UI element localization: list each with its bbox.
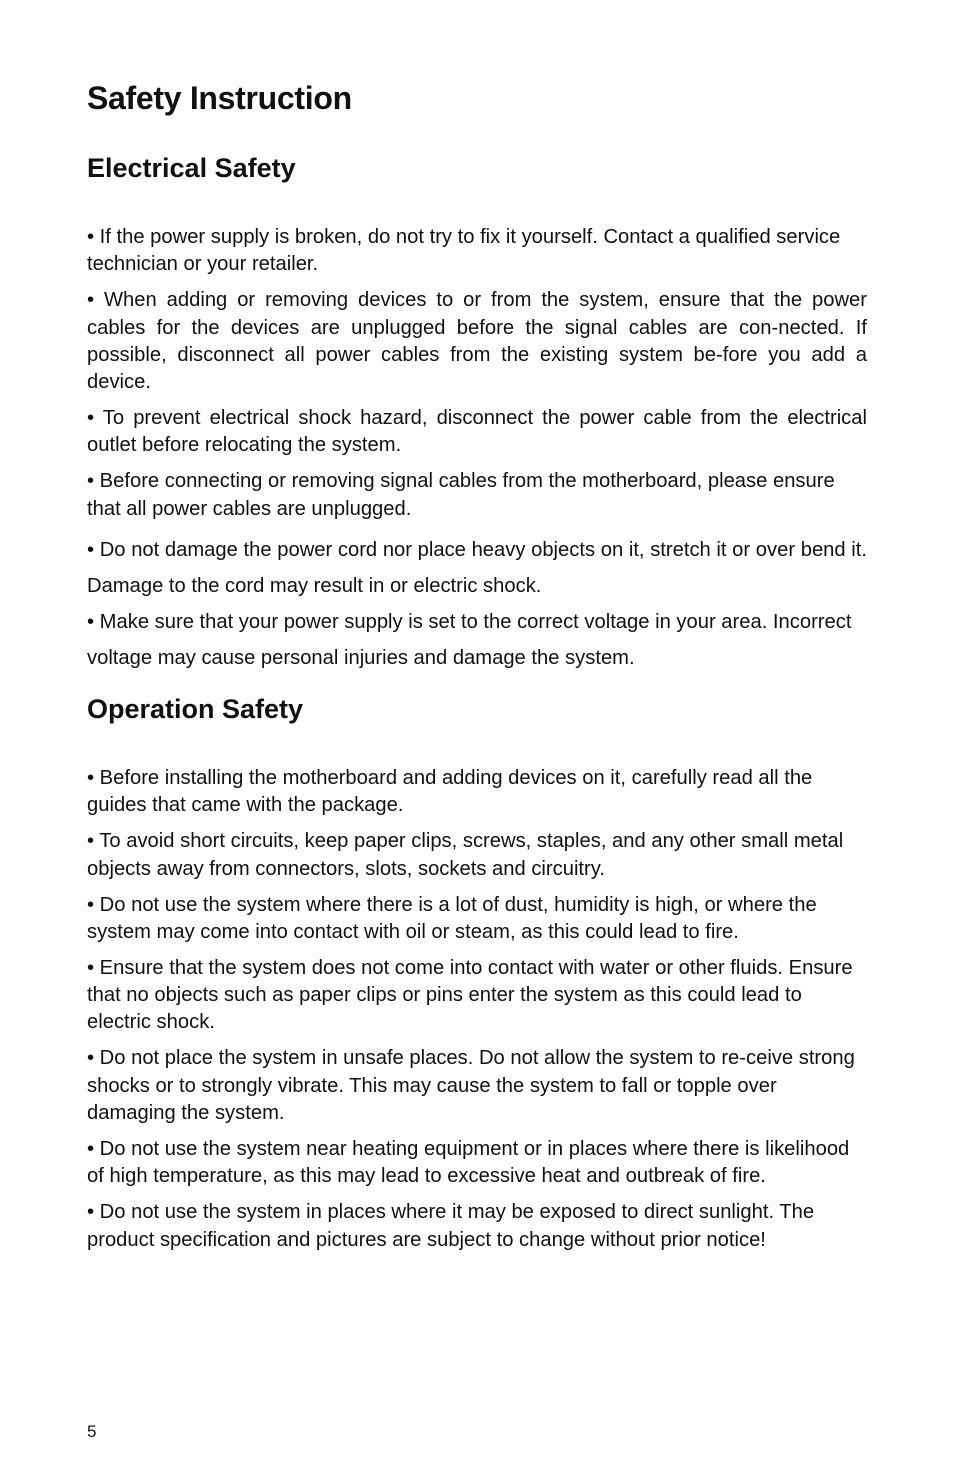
list-item: • Make sure that your power supply is set to the correct voltage in your area. Incorrect voltage may cause personal injuries and damage the system. [87, 610, 852, 669]
page-number: 5 [87, 1422, 97, 1441]
list-item: • When adding or removing devices to or from the system, ensure that the power cables for the devices are unplugged before the signal cables are con-nected. If possible, disconnect all power cables from the existing system be-fore you add a device. [87, 289, 867, 394]
list-item: • If the power supply is broken, do not try to fix it yourself. Contact a qualified service technician or your retailer. [87, 226, 841, 276]
list-item: • To prevent electrical shock hazard, disconnect the power cable from the electrical outlet before relocating the system. [87, 407, 867, 457]
list-item: • To avoid short circuits, keep paper clips, screws, staples, and any other small metal objects away from connectors, slots, sockets and circuitry. [87, 830, 844, 880]
operation-safety-heading: Operation Safety [87, 694, 304, 724]
list-item: • Do not damage the power cord nor place heavy objects on it, stretch it or over bend it. Damage to the cord may result in or electric shock. [87, 538, 867, 597]
list-item: • Ensure that the system does not come into contact with water or other fluids. Ensure that no objects such as paper clips or pins enter the system as this could lead to electric shock. [87, 956, 853, 1034]
operation-safety-list [87, 765, 867, 1254]
electrical-safety-list [87, 224, 867, 676]
page-title: Safety Instruction [87, 80, 352, 116]
list-item: • Do not use the system near heating equipment or in places where there is likelihood of high temperature, as this may lead to excessive heat and outbreak of fire. [87, 1138, 850, 1188]
electrical-safety-heading: Electrical Safety [87, 153, 296, 183]
list-item: • Before connecting or removing signal cables from the motherboard, please ensure that all power cables are unplugged. [87, 470, 835, 520]
electrical-safety-section [87, 153, 867, 676]
list-item: • Do not use the system in places where it may be exposed to direct sunlight. The product specification and pictures are subject to change without prior notice! [87, 1201, 815, 1251]
list-item: • Do not place the system in unsafe places. Do not allow the system to re-ceive strong shocks or to strongly vibrate. This may cause the system to fall or topple over damaging the system. [87, 1047, 855, 1125]
operation-safety-section [87, 694, 867, 1263]
list-item: • Do not use the system where there is a lot of dust, humidity is high, or where the system may come into contact with oil or steam, as this could lead to fire. [87, 893, 817, 943]
list-item: • Before installing the motherboard and adding devices on it, carefully read all the guides that came with the package. [87, 767, 813, 817]
